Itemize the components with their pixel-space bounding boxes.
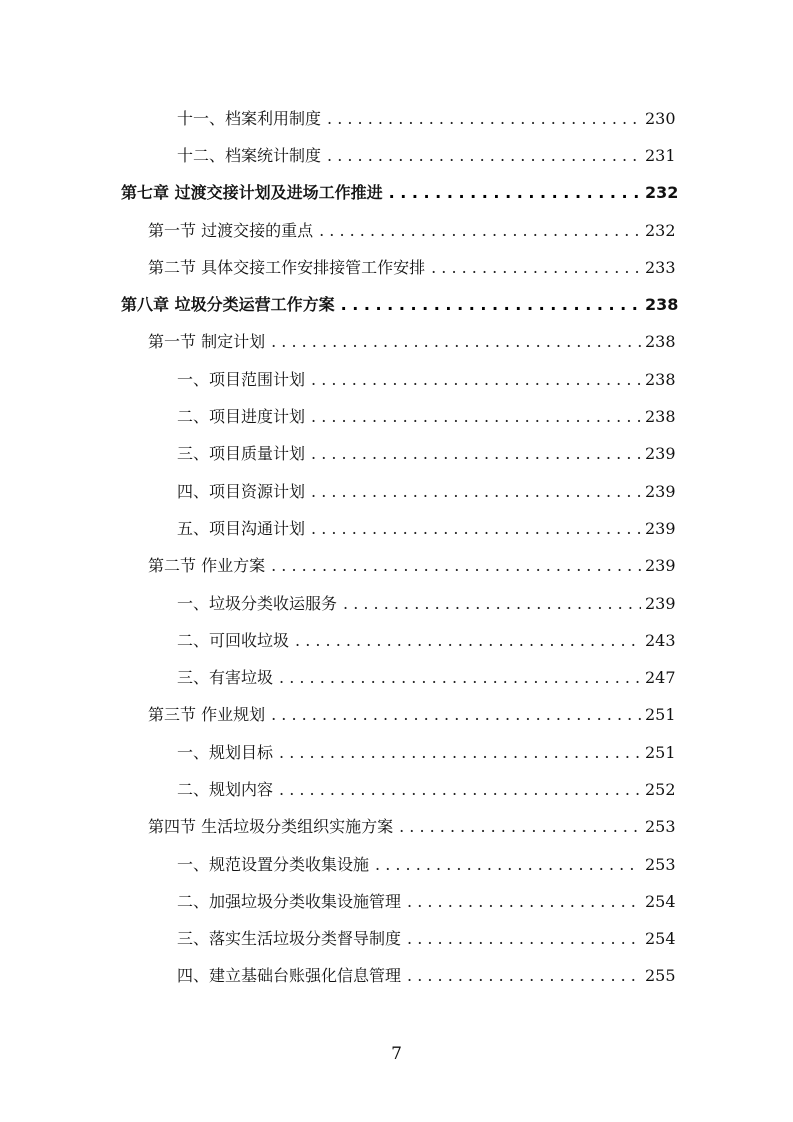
toc-subsection-entry[interactable] xyxy=(0,921,793,958)
toc-dot-leader xyxy=(271,557,641,575)
toc-entry-title: 十二、档案统计制度 xyxy=(177,145,322,165)
toc-chapter-entry[interactable] xyxy=(0,286,793,323)
toc-dot-leader xyxy=(407,893,641,911)
toc-chapter-entry[interactable] xyxy=(0,175,793,212)
toc-subsection-entry[interactable] xyxy=(0,510,793,547)
toc-dot-leader xyxy=(319,222,641,240)
toc-dot-leader xyxy=(311,520,641,538)
toc-entry-title: 第八章 垃圾分类运营工作方案 xyxy=(121,295,335,315)
toc-section-entry[interactable] xyxy=(0,249,793,286)
toc-entry-page: 247 xyxy=(645,668,676,688)
toc-section-entry[interactable] xyxy=(0,809,793,846)
toc-entry-page: 238 xyxy=(645,369,676,389)
toc-entry-title: 第二节 作业方案 xyxy=(148,556,266,576)
toc-dot-leader xyxy=(343,595,641,613)
toc-dot-leader xyxy=(431,259,641,277)
toc-dot-leader xyxy=(279,669,641,687)
toc-subsection-entry[interactable] xyxy=(0,771,793,808)
toc-entry-page: 238 xyxy=(645,332,676,352)
toc-entry-page: 231 xyxy=(645,145,676,165)
toc-dot-leader xyxy=(341,296,641,314)
toc-subsection-entry[interactable] xyxy=(0,883,793,920)
toc-dot-leader xyxy=(399,818,641,836)
toc-subsection-entry[interactable] xyxy=(0,398,793,435)
toc-entry-page: 232 xyxy=(645,220,676,240)
toc-dot-leader xyxy=(311,408,641,426)
toc-section-entry[interactable] xyxy=(0,548,793,585)
toc-dot-leader xyxy=(279,781,641,799)
toc-entry-page: 238 xyxy=(645,295,679,315)
toc-entry-title: 二、加强垃圾分类收集设施管理 xyxy=(177,891,402,911)
toc-entry-page: 255 xyxy=(645,966,676,986)
toc-dot-leader xyxy=(375,856,641,874)
toc-subsection-entry[interactable] xyxy=(0,734,793,771)
toc-subsection-entry[interactable] xyxy=(0,436,793,473)
toc-entry-page: 238 xyxy=(645,407,676,427)
toc-entry-page: 254 xyxy=(645,929,676,949)
toc-section-entry[interactable] xyxy=(0,324,793,361)
toc-entry-title: 三、项目质量计划 xyxy=(177,444,306,464)
toc-entry-title: 第一节 制定计划 xyxy=(148,332,266,352)
toc-subsection-entry[interactable] xyxy=(0,846,793,883)
toc-subsection-entry[interactable] xyxy=(0,137,793,174)
toc-section-entry[interactable] xyxy=(0,697,793,734)
toc-subsection-entry[interactable] xyxy=(0,622,793,659)
toc-entry-page: 239 xyxy=(645,444,676,464)
toc-dot-leader xyxy=(311,483,641,501)
toc-entry-title: 一、规范设置分类收集设施 xyxy=(177,854,370,874)
toc-entry-page: 239 xyxy=(645,556,676,576)
toc-entry-title: 三、有害垃圾 xyxy=(177,668,274,688)
toc-entry-page: 243 xyxy=(645,630,676,650)
toc-entry-page: 253 xyxy=(645,854,676,874)
toc-dot-leader xyxy=(327,147,641,165)
toc-entry-title: 一、规划目标 xyxy=(177,742,274,762)
toc-entry-title: 二、规划内容 xyxy=(177,779,274,799)
toc-subsection-entry[interactable] xyxy=(0,100,793,137)
toc-subsection-entry[interactable] xyxy=(0,361,793,398)
toc-entry-title: 第一节 过渡交接的重点 xyxy=(148,220,314,240)
toc-dot-leader xyxy=(271,333,641,351)
toc-entry-page: 253 xyxy=(645,817,676,837)
toc-subsection-entry[interactable] xyxy=(0,958,793,995)
toc-entry-page: 239 xyxy=(645,593,676,613)
toc-subsection-entry[interactable] xyxy=(0,659,793,696)
toc-entry-page: 254 xyxy=(645,891,676,911)
toc-entry-page: 252 xyxy=(645,779,676,799)
toc-entry-page: 230 xyxy=(645,108,676,128)
toc-entry-title: 十一、档案利用制度 xyxy=(177,108,322,128)
toc-dot-leader xyxy=(311,445,641,463)
toc-entry-page: 251 xyxy=(645,742,676,762)
toc-entry-page: 239 xyxy=(645,518,676,538)
toc-dot-leader xyxy=(407,967,641,985)
page-number: 7 xyxy=(391,1044,402,1064)
toc-dot-leader xyxy=(389,184,641,202)
toc-dot-leader xyxy=(407,930,641,948)
toc-subsection-entry[interactable] xyxy=(0,585,793,622)
toc-entry-title: 四、项目资源计划 xyxy=(177,481,306,501)
toc-dot-leader xyxy=(327,110,641,128)
toc-entry-page: 239 xyxy=(645,481,676,501)
toc-entry-title: 五、项目沟通计划 xyxy=(177,518,306,538)
toc-dot-leader xyxy=(271,706,641,724)
toc-entry-title: 三、落实生活垃圾分类督导制度 xyxy=(177,929,402,949)
toc-subsection-entry[interactable] xyxy=(0,473,793,510)
toc-dot-leader xyxy=(295,632,641,650)
table-of-contents xyxy=(0,100,793,995)
toc-entry-title: 一、垃圾分类收运服务 xyxy=(177,593,338,613)
toc-section-entry[interactable] xyxy=(0,212,793,249)
toc-entry-title: 二、项目进度计划 xyxy=(177,407,306,427)
toc-entry-title: 四、建立基础台账强化信息管理 xyxy=(177,966,402,986)
toc-entry-page: 232 xyxy=(645,183,679,203)
toc-entry-page: 251 xyxy=(645,705,676,725)
toc-entry-title: 一、项目范围计划 xyxy=(177,369,306,389)
toc-entry-title: 第四节 生活垃圾分类组织实施方案 xyxy=(148,817,394,837)
toc-entry-title: 第二节 具体交接工作安排接管工作安排 xyxy=(148,257,426,277)
toc-entry-title: 二、可回收垃圾 xyxy=(177,630,290,650)
toc-dot-leader xyxy=(311,371,641,389)
toc-entry-page: 233 xyxy=(645,257,676,277)
toc-entry-title: 第七章 过渡交接计划及进场工作推进 xyxy=(121,183,383,203)
toc-entry-title: 第三节 作业规划 xyxy=(148,705,266,725)
toc-dot-leader xyxy=(279,744,641,762)
